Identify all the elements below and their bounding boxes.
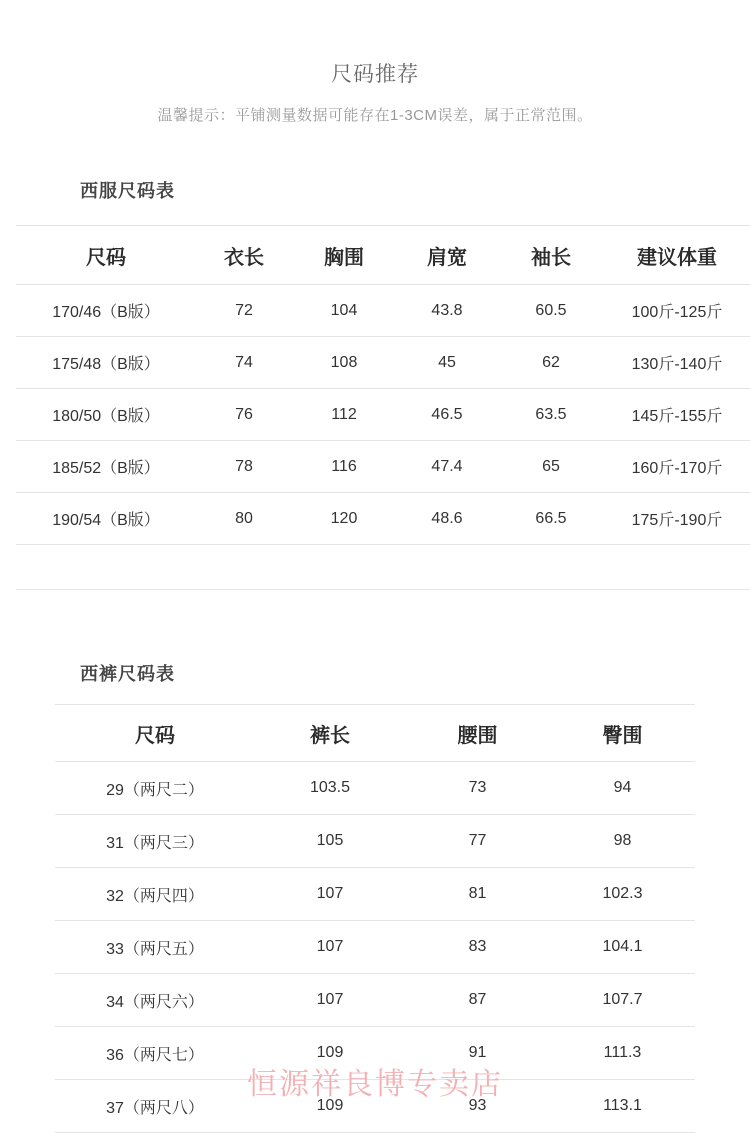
table-cell [16, 545, 196, 590]
table-cell: 76 [196, 389, 292, 441]
table-cell [292, 545, 396, 590]
table-cell: 81 [405, 868, 550, 921]
table-header-row [16, 226, 750, 285]
table-cell: 180/50（B版） [16, 389, 196, 441]
table-cell: 47.4 [396, 441, 498, 493]
table-row [16, 441, 750, 493]
table-row [55, 921, 695, 974]
table-cell: 62 [498, 337, 604, 389]
measurement-note: 温馨提示：平铺测量数据可能存在1-3CM误差，属于正常范围。 [157, 107, 593, 124]
table-cell: 45 [396, 337, 498, 389]
table-cell: 104 [292, 285, 396, 337]
column-header: 胸围 [292, 226, 396, 285]
table-cell: 185/52（B版） [16, 441, 196, 493]
table-cell: 160斤-170斤 [604, 441, 750, 493]
suit-section-title: 西服尺码表 [80, 181, 175, 201]
table-cell: 109 [255, 1080, 405, 1133]
table-row [16, 389, 750, 441]
table-cell: 31（两尺三） [55, 815, 255, 868]
table-cell: 102.3 [550, 868, 695, 921]
table-cell: 34（两尺六） [55, 974, 255, 1027]
table-cell: 87 [405, 974, 550, 1027]
table-cell: 105 [255, 815, 405, 868]
table-header-row [55, 705, 695, 762]
table-cell: 112 [292, 389, 396, 441]
column-header: 腰围 [405, 705, 550, 762]
store-watermark: 恒源祥良博专卖店 [247, 1068, 503, 1101]
table-cell: 130斤-140斤 [604, 337, 750, 389]
column-header: 袖长 [498, 226, 604, 285]
suit-size-table [16, 225, 750, 590]
table-cell: 98 [550, 815, 695, 868]
table-row [55, 1080, 695, 1133]
table-cell: 63.5 [498, 389, 604, 441]
column-header: 裤长 [255, 705, 405, 762]
table-row [55, 974, 695, 1027]
table-cell: 37（两尺八） [55, 1080, 255, 1133]
table-cell [498, 545, 604, 590]
table-cell: 94 [550, 762, 695, 815]
table-cell: 36（两尺七） [55, 1027, 255, 1080]
table-cell: 33（两尺五） [55, 921, 255, 974]
table-cell: 113.1 [550, 1080, 695, 1133]
column-header: 臀围 [550, 705, 695, 762]
table-cell: 80 [196, 493, 292, 545]
column-header: 肩宽 [396, 226, 498, 285]
table-cell: 83 [405, 921, 550, 974]
table-cell: 48.6 [396, 493, 498, 545]
table-cell: 107 [255, 974, 405, 1027]
table-row [16, 337, 750, 389]
table-cell: 107 [255, 921, 405, 974]
table-row [16, 545, 750, 590]
table-cell: 104.1 [550, 921, 695, 974]
table-cell: 77 [405, 815, 550, 868]
table-cell: 78 [196, 441, 292, 493]
table-cell: 100斤-125斤 [604, 285, 750, 337]
table-cell: 111.3 [550, 1027, 695, 1080]
table-cell: 29（两尺二） [55, 762, 255, 815]
table-cell: 109 [255, 1027, 405, 1080]
table-row [16, 493, 750, 545]
table-row [55, 1027, 695, 1080]
table-cell: 60.5 [498, 285, 604, 337]
table-cell: 66.5 [498, 493, 604, 545]
table-cell: 116 [292, 441, 396, 493]
table-cell: 91 [405, 1027, 550, 1080]
table-cell: 170/46（B版） [16, 285, 196, 337]
table-cell: 107 [255, 868, 405, 921]
table-cell: 120 [292, 493, 396, 545]
table-cell [196, 545, 292, 590]
table-cell: 107.7 [550, 974, 695, 1027]
table-cell: 93 [405, 1080, 550, 1133]
table-cell: 72 [196, 285, 292, 337]
table-cell: 145斤-155斤 [604, 389, 750, 441]
column-header: 尺码 [16, 226, 196, 285]
table-cell: 46.5 [396, 389, 498, 441]
table-cell: 108 [292, 337, 396, 389]
table-cell [604, 545, 750, 590]
page-title: 尺码推荐 [331, 63, 419, 86]
table-cell [396, 545, 498, 590]
column-header: 衣长 [196, 226, 292, 285]
column-header: 建议体重 [604, 226, 750, 285]
table-cell: 32（两尺四） [55, 868, 255, 921]
table-cell: 103.5 [255, 762, 405, 815]
pants-section-title: 西裤尺码表 [80, 664, 175, 684]
table-row [16, 285, 750, 337]
table-cell: 190/54（B版） [16, 493, 196, 545]
table-row [55, 762, 695, 815]
table-row [55, 868, 695, 921]
table-cell: 65 [498, 441, 604, 493]
table-cell: 43.8 [396, 285, 498, 337]
pants-size-table [55, 704, 695, 1133]
table-row [55, 815, 695, 868]
table-cell: 73 [405, 762, 550, 815]
table-cell: 175/48（B版） [16, 337, 196, 389]
column-header: 尺码 [55, 705, 255, 762]
table-cell: 74 [196, 337, 292, 389]
table-cell: 175斤-190斤 [604, 493, 750, 545]
